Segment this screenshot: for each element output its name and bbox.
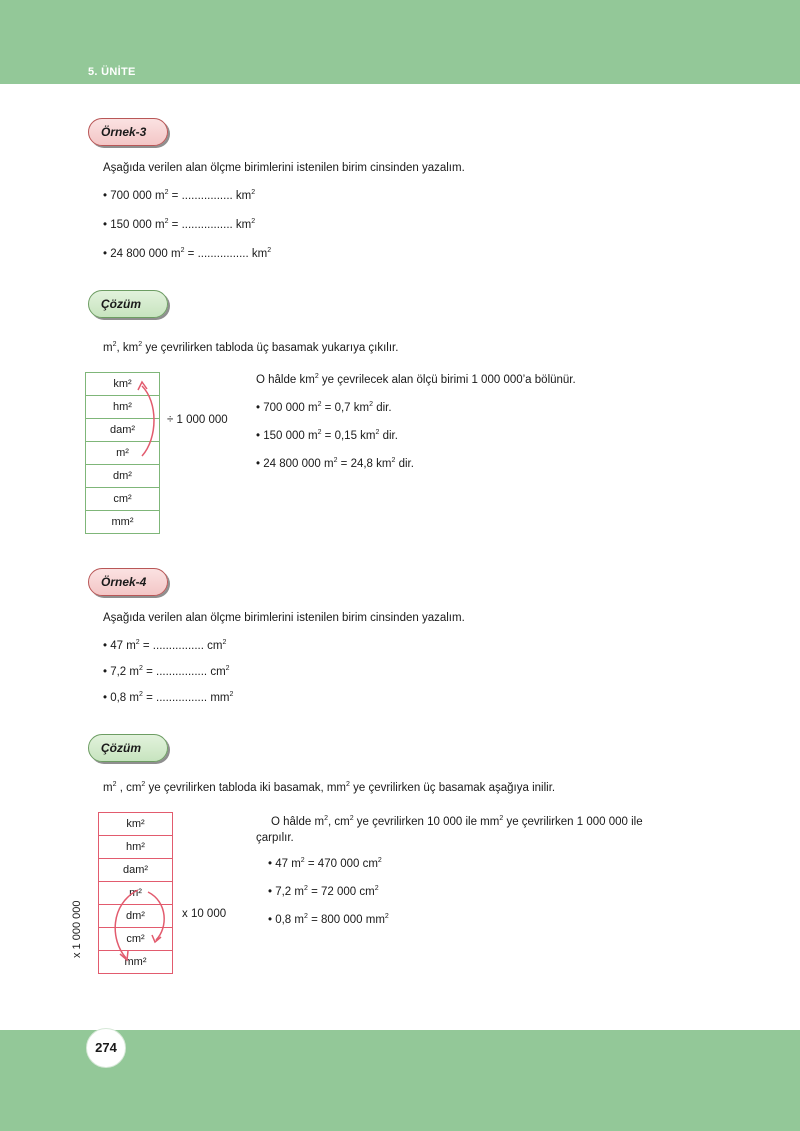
example4-label: Örnek-4: [88, 568, 168, 596]
unit-cell: dam²: [99, 859, 173, 882]
solution3-intro: $m^2$, $km^2$ ye çevrilirken tabloda üç basamak yukarıya çıkılır.: [103, 341, 399, 354]
multiplier-left: x 1 000 000: [71, 900, 83, 958]
example3-item-3: • 24 800 000 $m^2$ = ................ $km^2$: [103, 247, 272, 260]
solution3-answer-1: • 700 000 $m^2 = 0,7$ $km^2$ dir.: [256, 401, 392, 414]
down-arrows-icon: [108, 880, 178, 970]
unit-cell: hm²: [86, 396, 160, 419]
solution3-answer-3: • 24 800 000 $m^2 = 24,8$ $km^2$ dir.: [256, 457, 414, 470]
example3-label: Örnek-3: [88, 118, 168, 146]
unit-cell: km²: [86, 373, 160, 396]
unit-cell: cm²: [86, 488, 160, 511]
example3-intro: Aşağıda verilen alan ölçme birimlerini istenilen birim cinsinden yazalım.: [103, 162, 465, 174]
multiplier-right: x 10 000: [182, 908, 227, 920]
solution4-intro: $m^2$ , $cm^2$ ye çevrilirken tabloda iki basamak, $mm^2$ ye çevrilirken üç basamak aşağıya inilir.: [103, 781, 556, 794]
unit-cell: m²: [86, 442, 160, 465]
solution4-answer-3: • 0,8 $m^2 = 800$ 000 $mm^2$: [268, 913, 389, 926]
unit-cell: mm²: [86, 511, 160, 534]
solution4-label: Çözüm: [88, 734, 168, 762]
example4-item-2: • 7,2 $m^2$ = ................ $cm^2$: [103, 665, 230, 678]
page-number: 274: [95, 1040, 117, 1055]
unit-cell: dm²: [99, 905, 173, 928]
unit-cell: hm²: [99, 836, 173, 859]
solution4-answer-2: • 7,2 $m^2 = 72$ 000 $cm^2$: [268, 885, 379, 898]
example3-item-1: • 700 000 $m^2$ = ................ $km^2$: [103, 189, 256, 202]
unit-cell: km²: [99, 813, 173, 836]
solution4-result-line2: çarpılır.: [256, 832, 294, 844]
unit-cell: m²: [99, 882, 173, 905]
solution4-result-line1: O hâlde $m^2$, $cm^2$ ye çevrilirken 10 000 ile $mm^2$ ye çevrilirken 1 000 000 ile: [271, 815, 643, 828]
up-arrow-icon: [132, 378, 162, 462]
example3-item-2: • 150 000 $m^2$ = ................ $km^2$: [103, 218, 256, 231]
solution3-label: Çözüm: [88, 290, 168, 318]
example4-intro: Aşağıda verilen alan ölçme birimlerini istenilen birim cinsinden yazalım.: [103, 612, 465, 624]
unit-cell: mm²: [99, 951, 173, 974]
example4-item-3: • 0,8 $m^2$ = ................ $mm^2$: [103, 691, 234, 704]
unit-cell: dam²: [86, 419, 160, 442]
divider-label: ÷ 1 000 000: [167, 414, 228, 426]
example4-item-1: • 47 $m^2$ = ................ $cm^2$: [103, 639, 227, 652]
solution4-answer-1: • 47 $m^2 = 470$ 000 $cm^2$: [268, 857, 382, 870]
unit-label: 5. ÜNİTE: [88, 66, 136, 78]
solution3-answer-2: • 150 000 $m^2 = 0,15$ $km^2$ dir.: [256, 429, 398, 442]
unit-cell: cm²: [99, 928, 173, 951]
unit-cell: dm²: [86, 465, 160, 488]
solution3-result: O hâlde $km^2$ ye çevrilecek alan ölçü birimi 1 000 000’a bölünür.: [256, 373, 576, 386]
